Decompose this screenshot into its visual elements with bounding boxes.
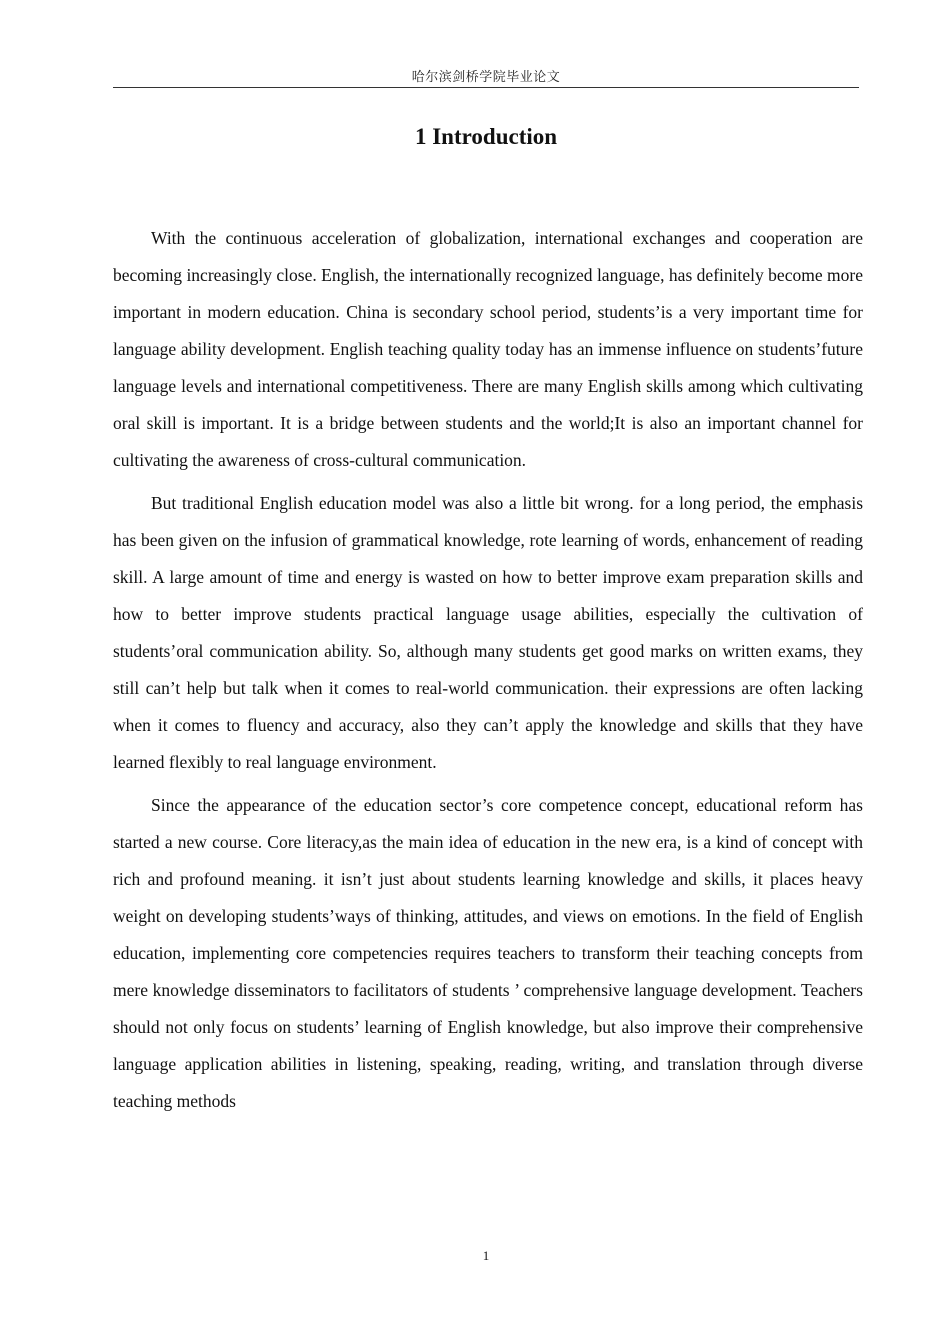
paragraph: With the continuous acceleration of globalization, international exchanges and cooperation are becoming increasingly close. English, the internationally recognized language, has definitely become more important in modern education. China is secondary school period, students’is a very important time for language ability development. English teaching quality today has an immense influence on students’future language levels and international competitiveness. There are many English skills among which cultivating oral skill is important. It is a bridge between students and the world;It is also an important channel for cultivating the awareness of cross-cultural communication.	[113, 228, 863, 470]
page-number: 1	[482, 1248, 490, 1263]
body-text	[113, 220, 863, 1126]
paragraph: Since the appearance of the education sector’s core competence concept, educational reform has started a new course. Core literacy,as the main idea of education in the new era, is a kind of concept with rich and profound meaning. it isn’t just about students learning knowledge and skills, it places heavy weight on developing students’ways of thinking, attitudes, and views on emotions. In the field of English education, implementing core competencies requires teachers to transform their teaching concepts from mere knowledge disseminators to facilitators of students ’ comprehensive language development. Teachers should not only focus on students’ learning of English knowledge, but also improve their comprehensive language application abilities in listening, speaking, reading, writing, and translation through diverse teaching methods	[113, 795, 863, 1111]
paragraph: But traditional English education model was also a little bit wrong. for a long period, the emphasis has been given on the infusion of grammatical knowledge, rote learning of words, enhancement of reading skill. A large amount of time and energy is wasted on how to better improve exam preparation skills and how to better improve students practical language usage abilities, especially the cultivation of students’oral communication ability. So, although many students get good marks on written exams, they still can’t help but talk when it comes to real-world communication. their expressions are often lacking when it comes to fluency and accuracy, also they can’t apply the knowledge and skills that they have learned flexibly to real language environment.	[113, 493, 863, 772]
header-rule	[113, 87, 859, 88]
running-header: 哈尔滨剑桥学院毕业论文	[411, 70, 561, 85]
chapter-title: 1 Introduction	[414, 124, 558, 149]
